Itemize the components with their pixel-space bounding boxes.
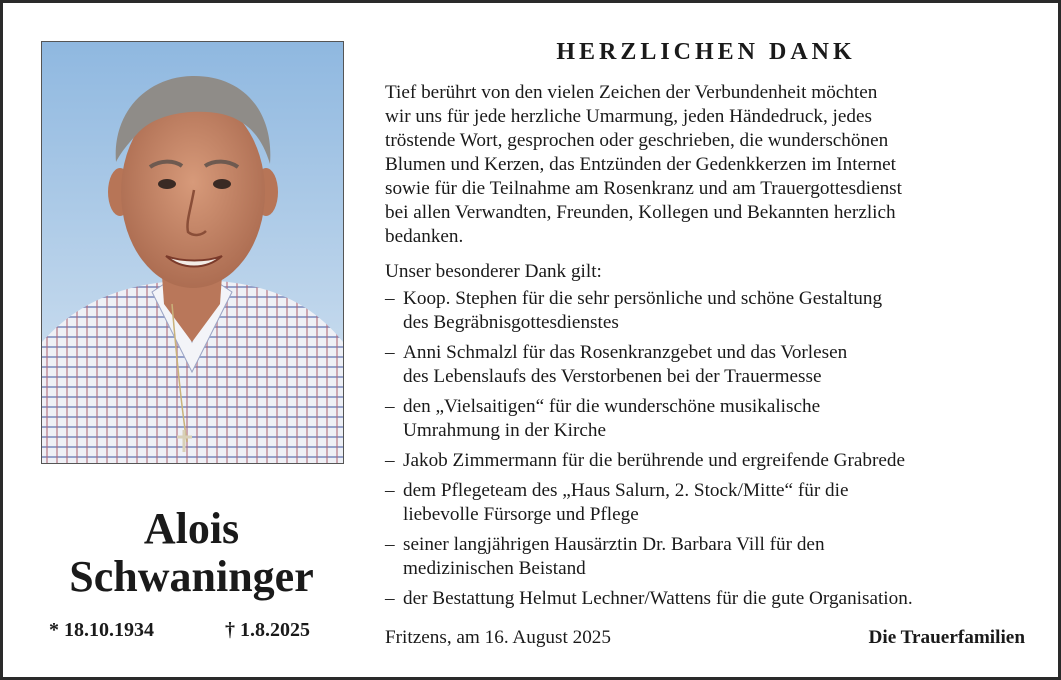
list-item <box>385 287 1027 335</box>
list-item <box>385 587 1027 611</box>
place-and-date: Fritzens, am 16. August 2025 <box>385 627 611 648</box>
dash-bullet: – <box>385 342 395 363</box>
list-item <box>385 533 1027 581</box>
dash-bullet: – <box>385 480 395 501</box>
list-item-line: Jakob Zimmermann für die berührende und ergreifende Grabrede <box>403 450 906 471</box>
deceased-last-name: Schwaninger <box>69 552 314 601</box>
intro-paragraph <box>385 81 1027 249</box>
list-item-line: der Bestattung Helmut Lechner/Wattens für die gute Organisation. <box>403 588 913 609</box>
list-item <box>385 341 1027 389</box>
dash-bullet: – <box>385 396 395 417</box>
dash-bullet: – <box>385 288 395 309</box>
intro-line: bei allen Verwandten, Freunden, Kollegen und Bekannten herzlich <box>385 202 896 223</box>
deceased-first-name: Alois <box>143 504 240 553</box>
special-thanks-label: Unser besonderer Dank gilt: <box>385 261 602 282</box>
thank-you-text-block <box>385 37 1027 617</box>
list-item <box>385 479 1027 527</box>
dash-bullet: – <box>385 588 395 609</box>
list-item-line: liebevolle Fürsorge und Pflege <box>403 504 639 525</box>
dash-bullet: – <box>385 534 395 555</box>
list-item-line: Umrahmung in der Kirche <box>403 420 607 441</box>
thanks-list <box>385 287 1027 611</box>
intro-line: bedanken. <box>385 226 464 247</box>
list-item-line: den „Vielsaitigen“ für die wunderschöne musikalische <box>403 396 821 417</box>
death-date: † 1.8.2025 <box>225 619 310 641</box>
intro-line: tröstende Wort, gesprochen oder geschrieben, die wunderschönen <box>385 130 889 151</box>
list-item-line: Anni Schmalzl für das Rosenkranzgebet und das Vorlesen <box>403 342 848 363</box>
list-item <box>385 449 1027 473</box>
intro-line: sowie für die Teilnahme am Rosenkranz und am Trauergottesdienst <box>385 178 902 199</box>
footer <box>385 625 1025 651</box>
intro-line: Tief berührt von den vielen Zeichen der Verbundenheit möchten <box>385 82 878 103</box>
list-item <box>385 395 1027 443</box>
list-item-line: des Lebenslaufs des Verstorbenen bei der Trauermesse <box>403 366 822 387</box>
list-item-line: Koop. Stephen für die sehr persönliche und schöne Gestaltung <box>403 288 883 309</box>
list-item-line: des Begräbnisgottesdienstes <box>403 312 619 333</box>
portrait-image <box>42 42 343 463</box>
list-item-line: seiner langjährigen Hausärztin Dr. Barbara Vill für den <box>403 534 825 555</box>
list-item-line: dem Pflegeteam des „Haus Salurn, 2. Stock/Mitte“ für die <box>403 480 849 501</box>
portrait-photo <box>41 41 344 464</box>
page-title: HERZLICHEN DANK <box>556 39 856 65</box>
dash-bullet: – <box>385 450 395 471</box>
birth-date: * 18.10.1934 <box>49 619 154 641</box>
list-item-line: medizinischen Beistand <box>403 558 586 579</box>
intro-line: Blumen und Kerzen, das Entzünden der Gedenkkerzen im Internet <box>385 154 896 175</box>
intro-line: wir uns für jede herzliche Umarmung, jeden Händedruck, jedes <box>385 106 872 127</box>
signature: Die Trauerfamilien <box>868 627 1025 648</box>
